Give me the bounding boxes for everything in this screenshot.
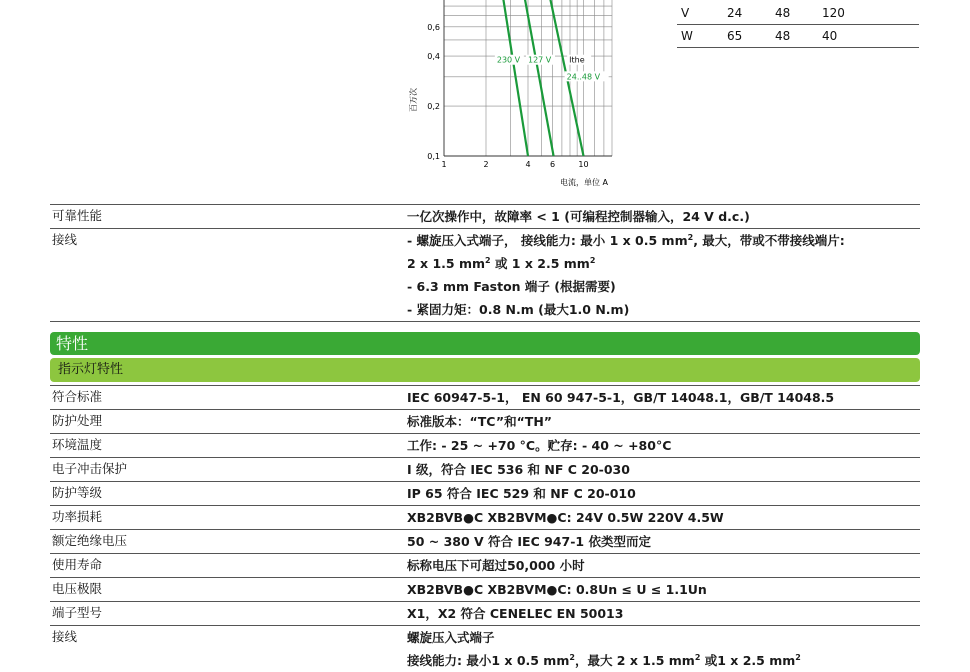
spec-value-line: IP 65 符合 IEC 529 和 NF C 20-010 xyxy=(407,486,636,501)
x-tick-label: 2 xyxy=(483,160,489,169)
spec-row xyxy=(50,228,920,321)
spec-label: 防护等级 xyxy=(52,485,103,500)
spec-value xyxy=(407,410,552,433)
x-tick-label: 4 xyxy=(525,160,531,169)
spec-row xyxy=(50,204,920,228)
x-axis-label: 电流，单位 A xyxy=(560,178,609,187)
spec-value xyxy=(407,506,724,529)
section-header-characteristics xyxy=(50,332,920,355)
x-tick-label: 1 xyxy=(441,160,447,169)
spec-value xyxy=(407,554,585,577)
x-tick-label: 10 xyxy=(578,160,589,169)
life-curve-chart xyxy=(380,0,650,190)
spec-value-line: X1，X2 符合 CENELEC EN 50013 xyxy=(407,606,624,621)
vw-cell: 24 xyxy=(727,6,743,20)
spec-value xyxy=(407,386,834,409)
series-line xyxy=(502,0,528,156)
spec-value xyxy=(407,434,671,457)
spec-value-line: 接线能力: 最小1 x 0.5 $mm^2$，最大 2 x 1.5 $mm^2$ 或1 x 2.5 $mm^2$ xyxy=(407,652,801,668)
y-tick-label: 0,4 xyxy=(427,52,440,62)
voltage-power-table xyxy=(677,2,919,48)
chart-ticks xyxy=(427,23,588,169)
vw-cell: W xyxy=(681,29,693,43)
spec-label: 可靠性能 xyxy=(52,208,103,223)
spec-value-line: - 紧固力矩：0.8 N.m (最大1.0 N.m) xyxy=(407,302,630,317)
vw-cell: 48 xyxy=(775,29,791,43)
spec-value xyxy=(407,458,630,481)
spec-row xyxy=(50,601,920,625)
spec-value xyxy=(407,482,636,505)
spec-value-line: XB2BVB●C XB2BVM●C: 24V 0.5W 220V 4.5W xyxy=(407,510,724,525)
spec-value-line: I 级，符合 IEC 536 和 NF C 20-030 xyxy=(407,462,630,477)
spec-table-bottom xyxy=(50,385,920,672)
vw-cell: 120 xyxy=(822,6,845,20)
spec-label: 额定绝缘电压 xyxy=(52,533,128,548)
spec-value-line: 50 ~ 380 V 符合 IEC 947-1 依类型而定 xyxy=(407,534,651,549)
y-axis-label: 百万次 xyxy=(409,88,418,112)
spec-row xyxy=(50,385,920,409)
annotation-ithe: Ithe xyxy=(569,55,585,65)
spec-table-top xyxy=(50,204,920,322)
chart-annotations xyxy=(495,55,609,82)
spec-value xyxy=(407,578,707,601)
vw-row xyxy=(677,25,919,48)
annotation-127v: 127 V xyxy=(527,55,552,65)
spec-label: 接线 xyxy=(52,629,78,644)
spec-label: 接线 xyxy=(52,232,78,247)
vw-row xyxy=(677,2,919,25)
annotation-230v: 230 V xyxy=(496,55,521,65)
y-tick-label: 0,1 xyxy=(427,152,440,161)
spec-value-line: 一亿次操作中，故障率 < 1 (可编程控制器输入，24 V d.c.) xyxy=(407,209,750,224)
vw-cell: 48 xyxy=(775,6,791,20)
section-title: 特性 xyxy=(56,334,89,353)
spec-value xyxy=(407,205,750,228)
vw-cell: 40 xyxy=(822,29,838,43)
spec-row xyxy=(50,577,920,601)
subsection-header-indicator xyxy=(50,358,920,382)
spec-value-line: 标称电压下可超过50,000 小时 xyxy=(407,558,585,573)
spec-row xyxy=(50,553,920,577)
spec-label: 环境温度 xyxy=(52,437,103,452)
spec-value-line: 工作: - 25 ~ +70 °C。贮存: - 40 ~ +80°C xyxy=(407,438,672,453)
annotation-24-48v: 24..48 V xyxy=(566,72,601,82)
spec-label: 电压极限 xyxy=(52,581,103,596)
spec-label: 端子型号 xyxy=(52,605,103,620)
spec-value xyxy=(407,229,845,321)
spec-value-line: - 螺旋压入式端子， 接线能力: 最小 1 x 0.5 $mm^2$, 最大，带或不带接线端片: xyxy=(407,232,845,248)
y-tick-label: 0,2 xyxy=(427,102,440,112)
spec-value-line: IEC 60947-5-1， EN 60 947-5-1，GB/T 14048.1，GB/T 14048.5 xyxy=(407,390,835,405)
spec-value-line: XB2BVB●C XB2BVM●C: 0.8Un ≤ U ≤ 1.1Un xyxy=(407,582,707,597)
vw-cell: 65 xyxy=(727,29,743,43)
spec-label: 功率损耗 xyxy=(52,509,103,524)
spec-row xyxy=(50,457,920,481)
spec-end-rule xyxy=(50,321,920,322)
spec-row xyxy=(50,529,920,553)
spec-row xyxy=(50,481,920,505)
spec-label: 电子冲击保护 xyxy=(52,461,128,476)
spec-row xyxy=(50,625,920,672)
spec-row xyxy=(50,433,920,457)
spec-value-line: - 6.3 mm Faston 端子 (根据需要) xyxy=(407,279,616,294)
spec-value-line: 螺旋压入式端子 xyxy=(407,630,495,645)
spec-value-line: 2 x 1.5 $mm^2$ 或 1 x 2.5 $mm^2$ xyxy=(407,255,596,271)
subsection-title: 指示灯特性 xyxy=(58,362,124,377)
spec-label: 符合标准 xyxy=(52,389,103,404)
spec-value xyxy=(407,626,801,672)
spec-value-line: 标准版本：“TC”和“TH” xyxy=(407,414,553,429)
vw-cell: V xyxy=(681,6,690,20)
spec-label: 使用寿命 xyxy=(52,557,103,572)
spec-value xyxy=(407,602,623,625)
spec-row xyxy=(50,505,920,529)
spec-label: 防护处理 xyxy=(52,413,103,428)
spec-row xyxy=(50,409,920,433)
x-tick-label: 6 xyxy=(550,160,556,169)
spec-value xyxy=(407,530,651,553)
y-tick-label: 0,6 xyxy=(427,22,440,32)
